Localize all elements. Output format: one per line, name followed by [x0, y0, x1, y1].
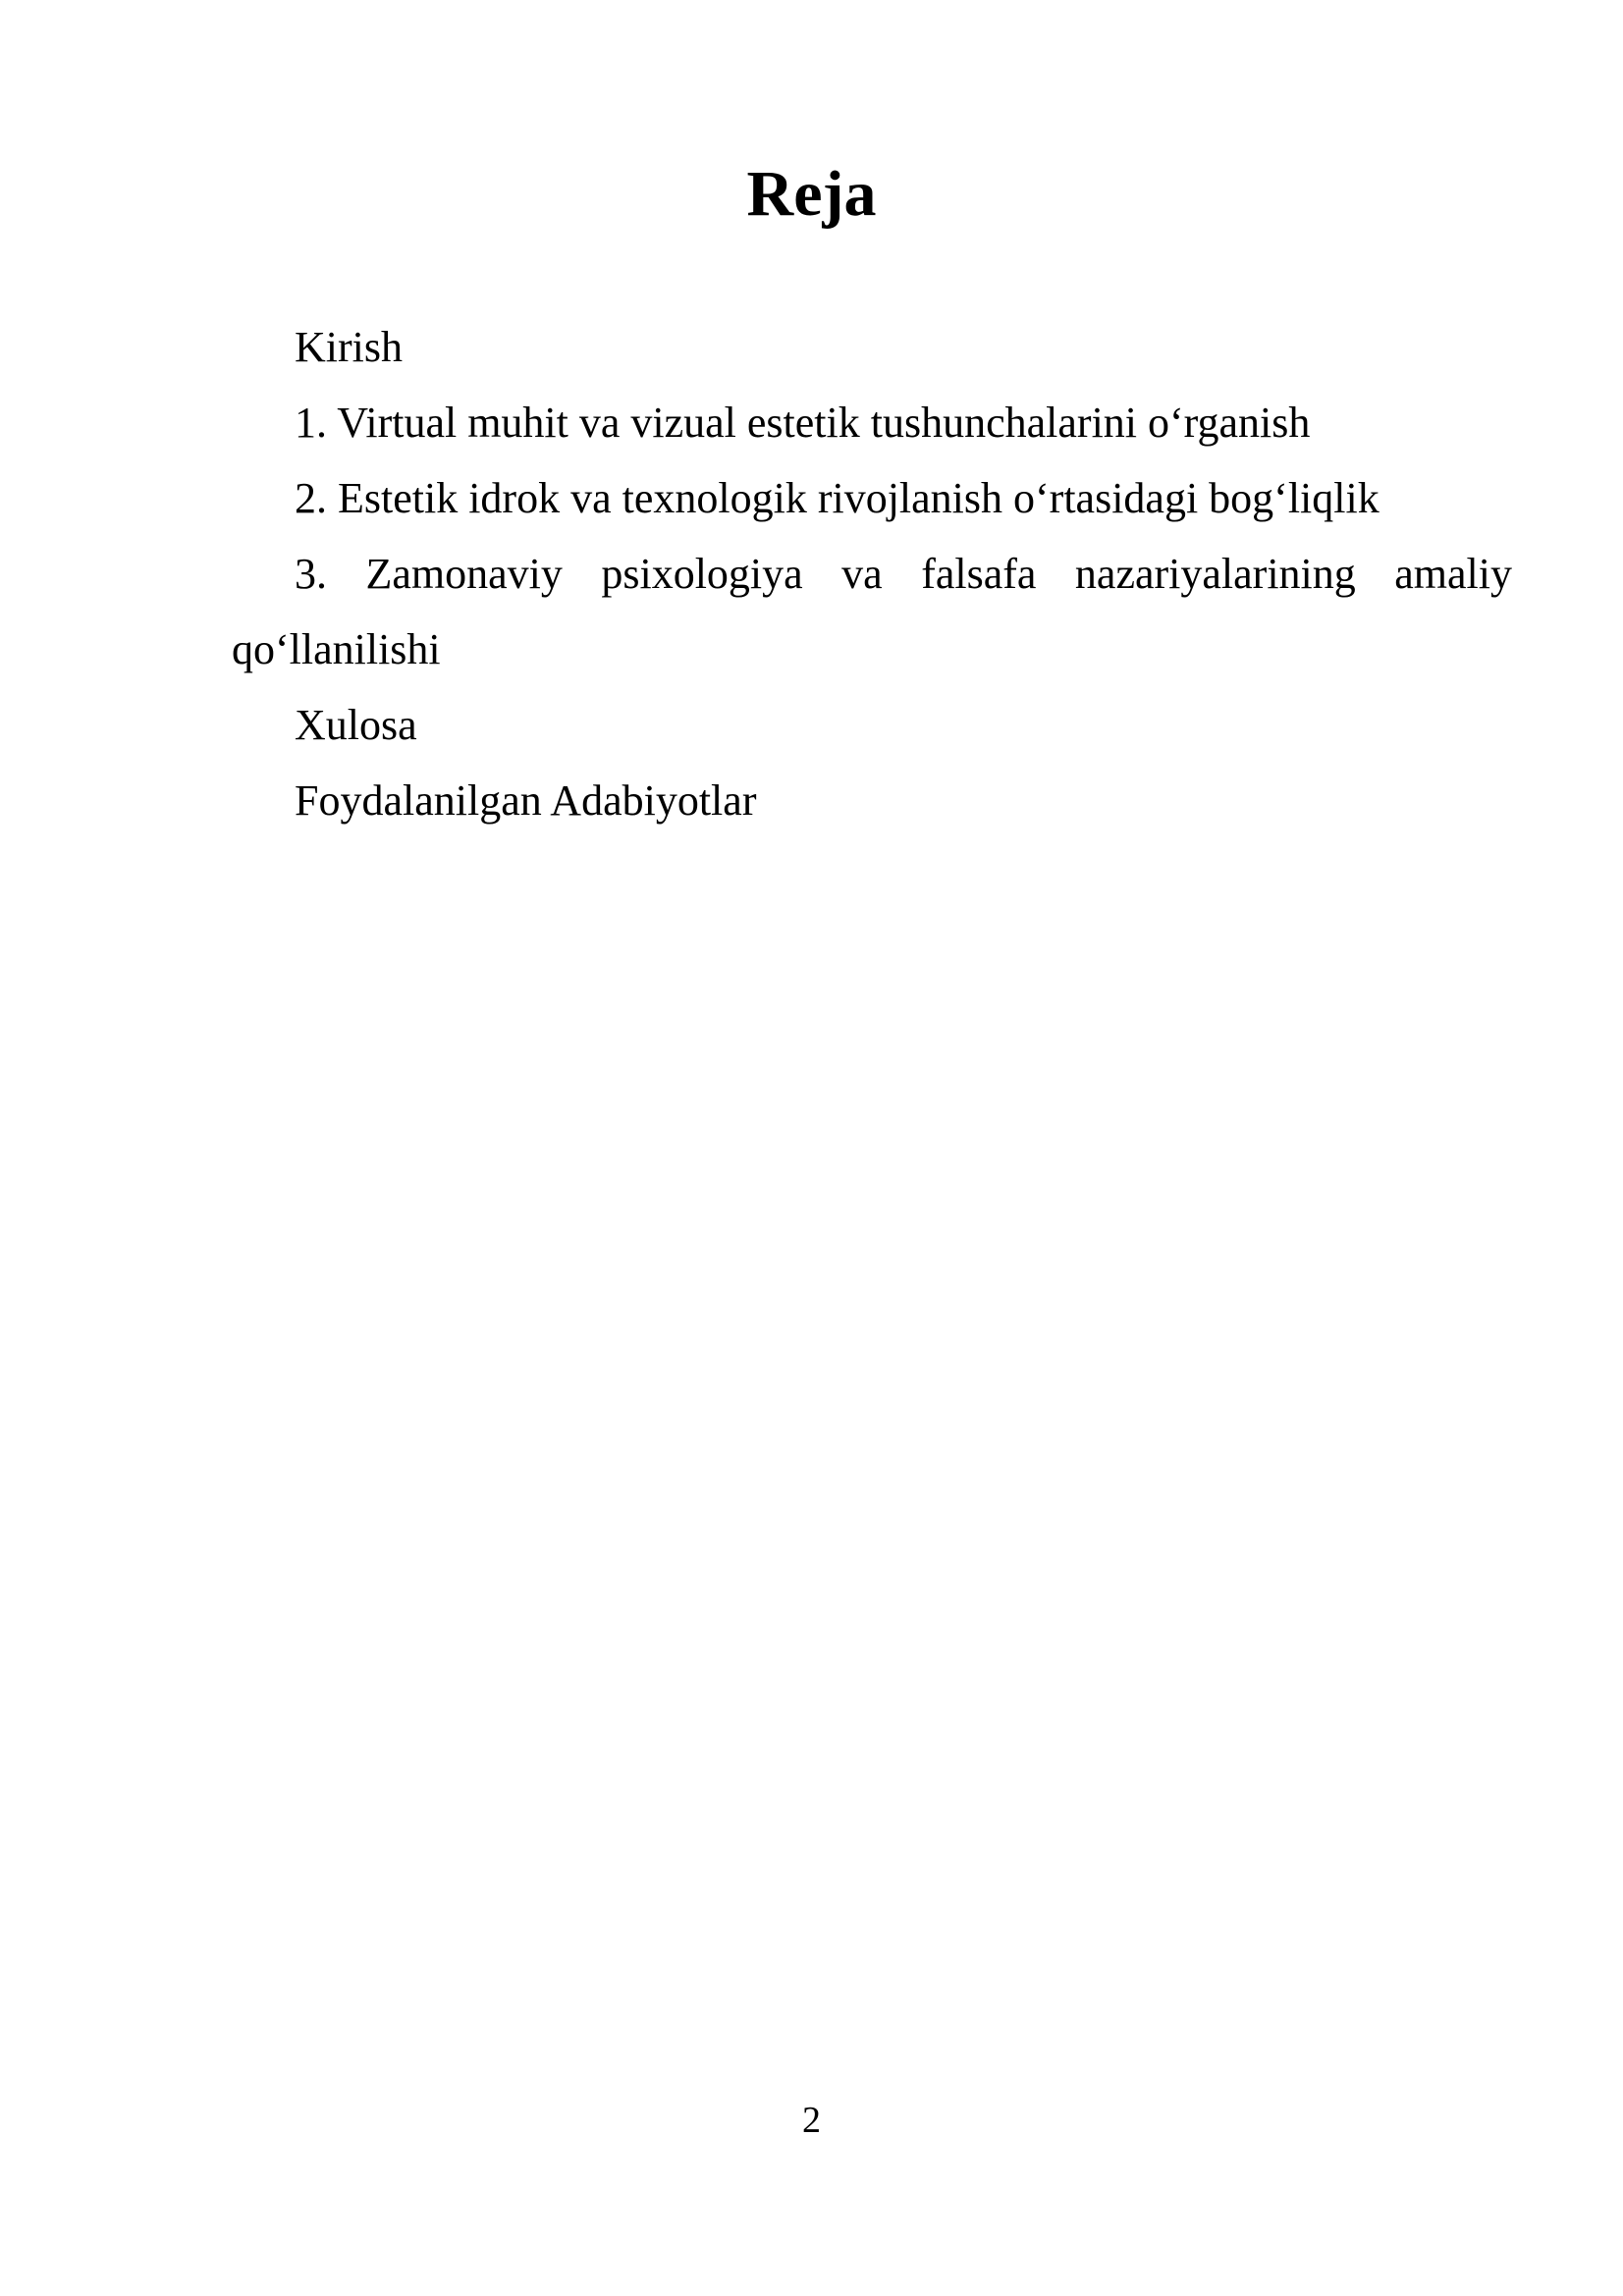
page-number: 2 [802, 2100, 821, 2141]
page-title: Reja [746, 158, 877, 230]
plan-item-conclusion: Xulosa [295, 701, 417, 749]
plan-item-introduction: Kirish [295, 323, 403, 371]
plan-item-references: Foydalanilgan Adabiyotlar [295, 776, 757, 825]
plan-item-2: 2. Estetik idrok va texnologik rivojlanish o‘rtasidagi bog‘liqlik [295, 474, 1380, 522]
plan-list [232, 309, 1512, 838]
plan-item-3: 3. Zamonaviy psixologiya va falsafa nazariyalarining amaliy qo‘llanilishi [232, 550, 1512, 673]
plan-item-1: 1. Virtual muhit va vizual estetik tushunchalarini o‘rganish [295, 399, 1311, 447]
